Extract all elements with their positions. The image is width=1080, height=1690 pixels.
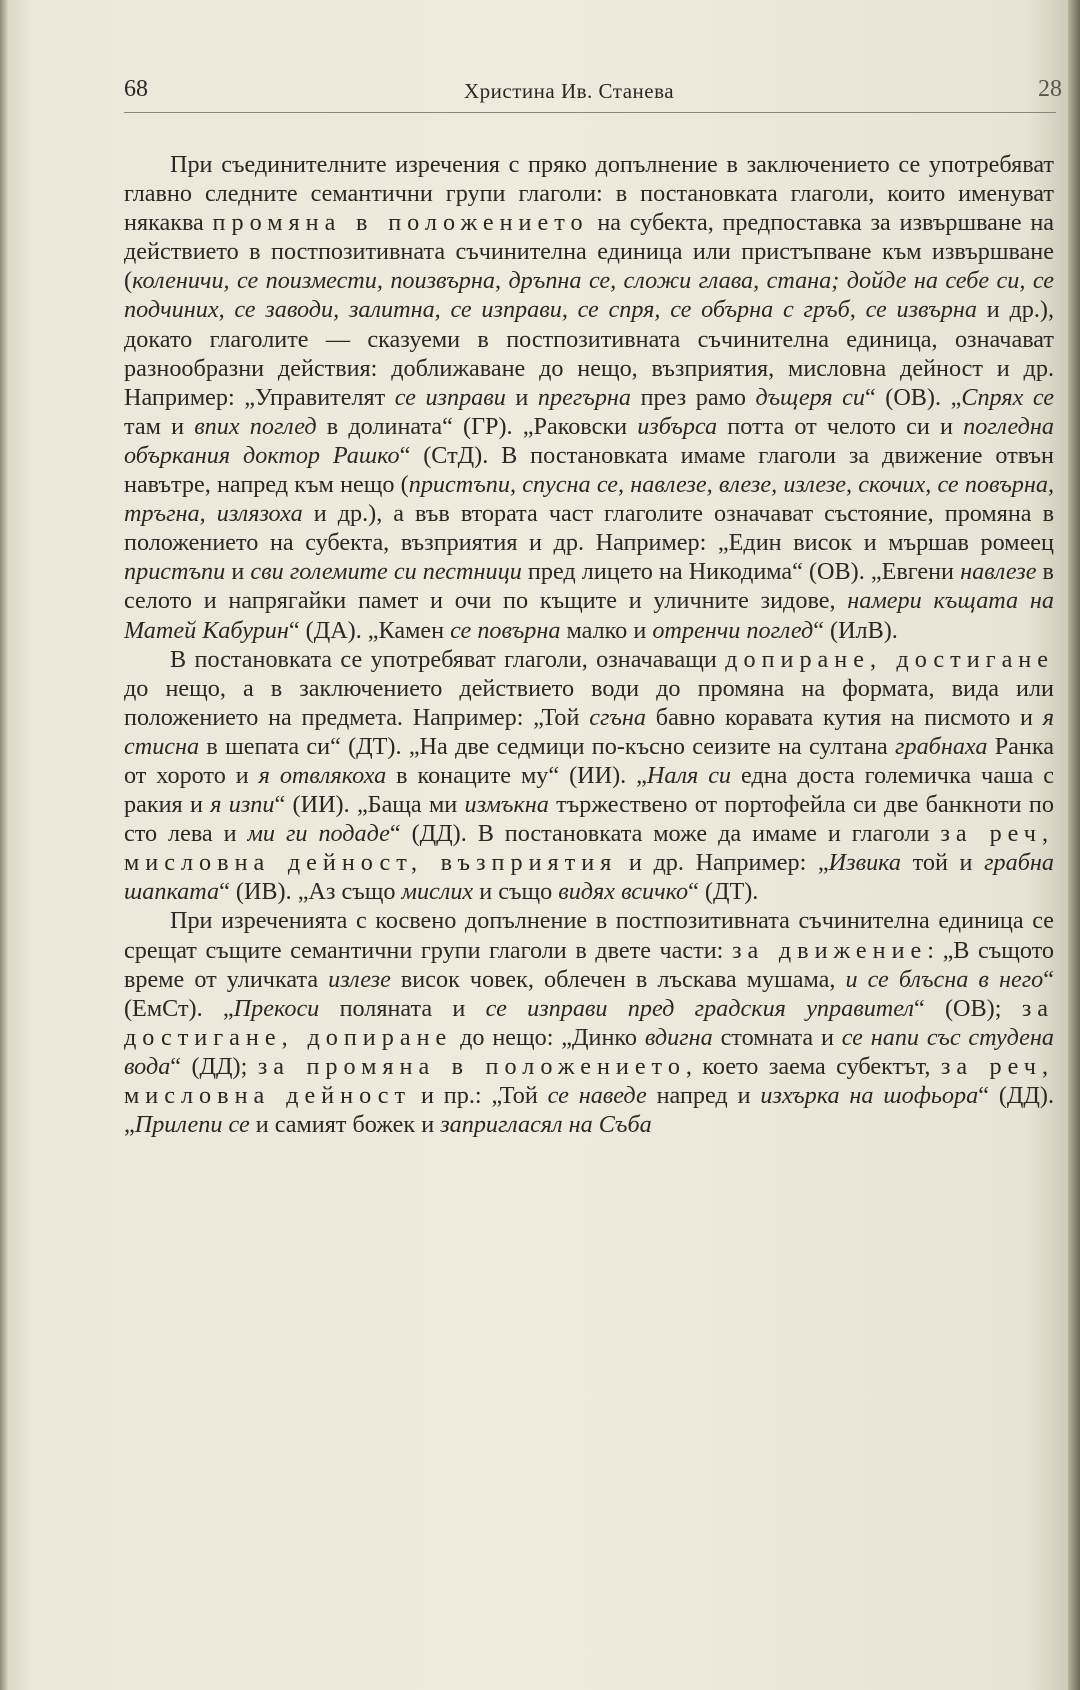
spaced-term: за реч, мисловна дейност <box>124 1052 1054 1109</box>
text-run: напред и <box>646 1082 761 1109</box>
text-run: “ (ДД); <box>170 1052 258 1080</box>
text-run: в шепата си“ (ДТ). „На две седмици по-късно сеизите на султана <box>199 732 896 760</box>
paragraph-1 <box>124 150 1054 645</box>
italic-example: Прекоси <box>233 994 320 1022</box>
italic-example: погледна объркания доктор Рашко <box>124 412 1055 469</box>
text-run: там и <box>124 412 195 440</box>
italic-example: грабнаха <box>895 732 988 760</box>
text-run: “ (ДД). „ <box>124 1082 1054 1139</box>
text-run: през рамо <box>631 383 756 411</box>
text-run: “ (СтД). В постановката имаме глаголи за движение отвън навътре, напред към нещо ( <box>124 441 1054 499</box>
italic-example: се изправи пред градския управител <box>485 994 914 1022</box>
text-run: и пр.: „Той <box>411 1082 548 1109</box>
italic-example: сгъна <box>589 703 647 731</box>
italic-example: прегърна <box>537 383 632 411</box>
italic-example: коленичи, се поизмести, поизвърна, дръпна се, сложи глава, стана; дойде на себе си, се подчиних, се заводи, залитна, се изправи, се спря, се обърна с гръб, се извърна <box>124 267 1054 324</box>
italic-example: мислих <box>401 878 474 906</box>
text-run: “ (ИИ). „Баща ми <box>274 791 465 819</box>
text-run: той и <box>900 849 985 877</box>
italic-example: Наля си <box>646 761 732 789</box>
text-run: поляната и <box>319 994 486 1022</box>
text-run: стомната и <box>712 1023 842 1051</box>
italic-example: ми ги подаде <box>247 820 390 848</box>
text-run: тържествено от портофейла си две банкноти по сто лева и <box>124 791 1054 848</box>
italic-example: се напи със студена вода <box>124 1023 1055 1080</box>
text-run: до нещо: „Динко <box>452 1023 645 1051</box>
text-run: “ (ИлВ). <box>813 616 898 644</box>
spaced-term: за реч, мисловна дейност, възприятия <box>124 820 1055 877</box>
italic-example: пристъпи, спусна се, навлезе, влезе, излезе, скочих, се повърна, тръгна, излязоха <box>124 471 1054 528</box>
italic-example: Извика <box>828 849 901 877</box>
italic-example: видях всичко <box>558 878 689 906</box>
text-run: и <box>225 558 251 586</box>
header-rule <box>124 112 1056 113</box>
text-run: “ (ЕмСт). „ <box>124 965 1054 1022</box>
text-run: бавно коравата кутия на писмото и <box>646 703 1043 731</box>
text-run: малко и <box>560 616 653 644</box>
italic-example: вдигна <box>644 1023 713 1051</box>
italic-example: Спрях се <box>961 383 1055 411</box>
italic-example: запригласял на Съба <box>440 1111 652 1139</box>
italic-example: грабна шапката <box>124 849 1054 906</box>
text-run: пред лицето на Никодима“ (ОВ). „Евгени <box>521 558 961 586</box>
paragraph-2 <box>124 645 1054 907</box>
body-text <box>124 150 1054 1139</box>
spaced-term: за движение <box>731 936 928 964</box>
facing-page-number: 28 <box>1038 76 1062 102</box>
text-run: При изреченията с косвено допълнение в постпозитивната съчинителна единица се срещат същите семантични групи глаголи в двете части: <box>124 907 1054 964</box>
italic-example: се повърна <box>450 616 561 644</box>
text-run: в конаците му“ (ИИ). „ <box>386 761 647 789</box>
text-run: до нещо, а в заключението действието води до промяна на формата, вида или положението на предмета. Например: „Той <box>124 674 1054 731</box>
italic-example: я отвлякоха <box>258 761 387 789</box>
text-run: : „В същото време от уличката <box>124 936 1054 993</box>
text-run: В постановката се употребяват глаголи, означаващи <box>170 645 726 673</box>
italic-example: я стисна <box>124 703 1054 760</box>
italic-example: измъкна <box>464 791 549 819</box>
italic-example: се наведе <box>547 1082 647 1109</box>
page-edge-right <box>1068 0 1080 1690</box>
paragraph-3 <box>124 906 1054 1139</box>
text-run: “ (ОВ). „ <box>865 383 962 411</box>
spaced-term: за промяна в положението <box>257 1052 686 1080</box>
text-run: и др.), докато глаголите — сказуеми в постпозитивната съчинителна единица, означават разнообразни действия: доближаване до нещо, възприятия, мисловна дейност и др. Например: „Управителят <box>124 296 1054 411</box>
text-run: “ (ДД). В постановката може да имаме и глаголи <box>389 820 941 848</box>
text-run: При съединителните изречения с пряко допълнение в заключението се употребяват главно следните семантични групи глаголи: в постановката глаголи, които именуват някаква <box>124 151 1054 237</box>
text-run: и <box>505 383 538 411</box>
text-run: Ранка от хорото и <box>124 732 1054 789</box>
text-run: в селото и напрягайки памет и очи по къщите и уличните зидове, <box>124 558 1054 615</box>
text-run: в долината“ (ГР). „Раковски <box>316 412 638 440</box>
italic-example: Прилепи се <box>134 1111 250 1139</box>
italic-example: отренчи поглед <box>652 616 814 644</box>
italic-example: и се блъсна в него <box>845 965 1044 993</box>
italic-example: дъщеря си <box>755 383 865 411</box>
page-header <box>124 76 1062 112</box>
page-edge-left <box>0 0 8 1690</box>
italic-example: пристъпи <box>124 558 226 586</box>
italic-example: намери къщата на Матей Кабурин <box>124 587 1054 644</box>
text-run: и също <box>473 878 559 906</box>
italic-example: я изпи <box>210 791 275 819</box>
italic-example: навлезе <box>960 558 1037 586</box>
text-run: “ (ДА). „Камен <box>288 616 451 644</box>
text-run: една доста големичка чаша с ракия и <box>124 761 1054 819</box>
page-number: 68 <box>124 76 148 102</box>
text-run: “ (ДТ). <box>688 878 759 906</box>
spaced-term: допиране, достигане <box>725 645 1054 673</box>
text-run: и др. Например: „ <box>617 849 829 877</box>
text-run: на субекта, предпоставка за извършване на действието в постпозитивната съчинителна единица или пристъпване към извършване ( <box>124 209 1055 295</box>
text-run: “ (ИВ). „Аз също <box>219 878 402 906</box>
italic-example: избърса <box>637 412 718 440</box>
spaced-term: промяна в положението <box>212 209 589 237</box>
italic-example: впих поглед <box>194 412 317 440</box>
text-run: потта от челото си и <box>717 412 964 440</box>
italic-example: се изправи <box>394 383 506 411</box>
text-run: и др.), а във втората част глаголите означават състояние, промяна в положението на субекта, възприятия и др. Например: „Един висок и мършав ромеец <box>124 500 1054 557</box>
italic-example: изхърка на шофьора <box>760 1082 979 1109</box>
italic-example: сви големите си пестници <box>250 558 522 586</box>
text-run: “ (ОВ); <box>913 994 1022 1022</box>
text-run: и самият божек и <box>249 1111 441 1139</box>
running-title: Христина Ив. Станева <box>464 79 675 103</box>
text-run: , което заема субектът, <box>685 1052 941 1080</box>
italic-example: излезе <box>328 965 391 993</box>
spaced-term: за достигане, допиране <box>124 994 1054 1051</box>
text-run: висок човек, облечен в лъскава мушама, <box>390 965 846 993</box>
